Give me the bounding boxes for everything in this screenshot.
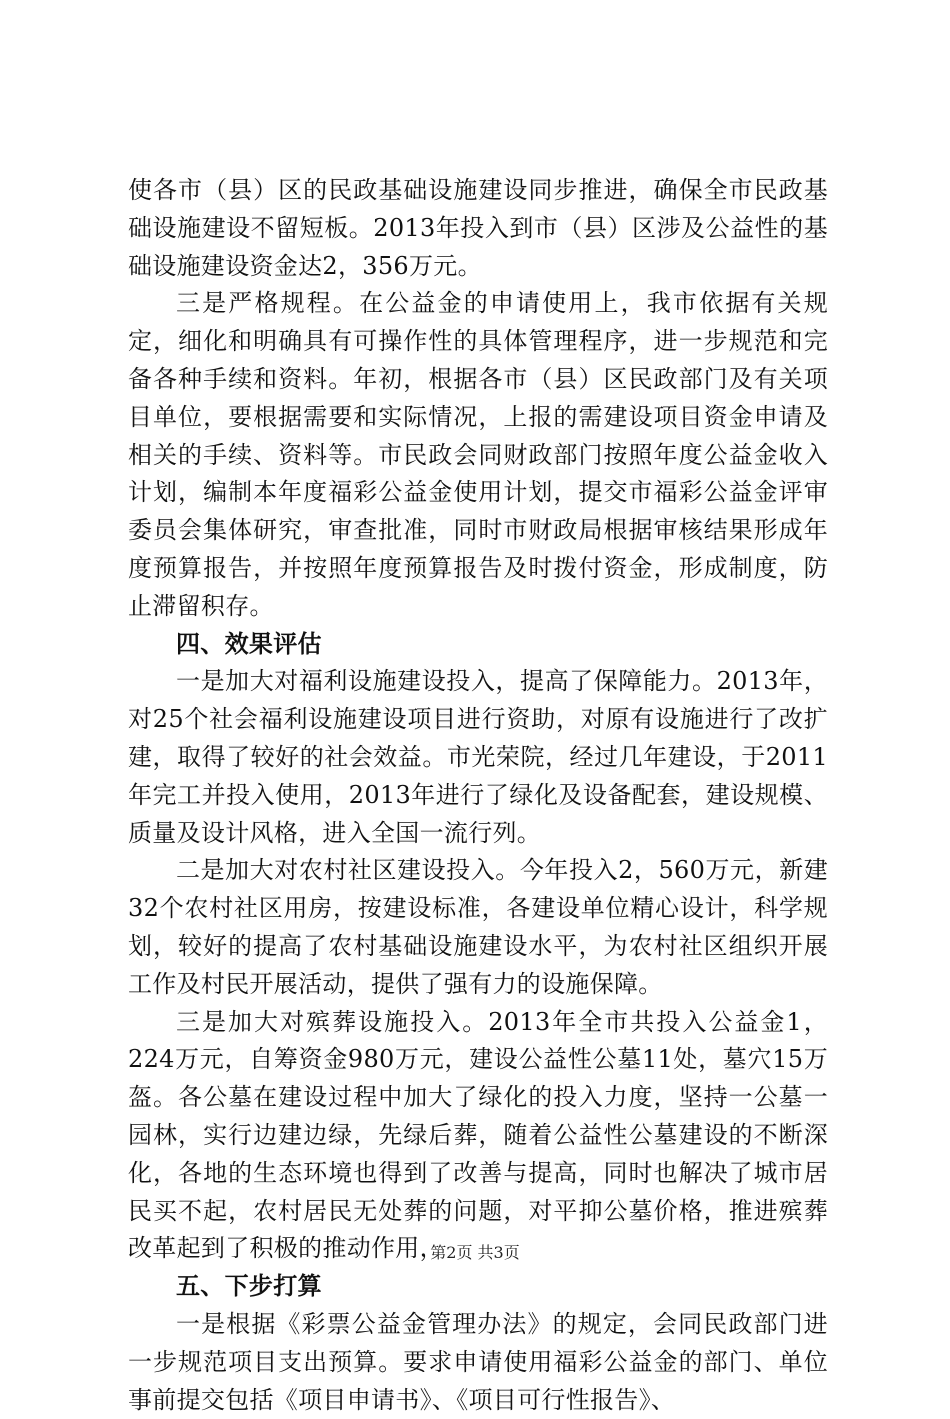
section-heading-next-steps: 五、下步打算	[176, 1272, 322, 1301]
paragraph-funeral-facilities: 三是加大对殡葬设施投入。2013年全市共投入公益金1，224万元，自筹资金980万元，建设公益性公墓11处，墓穴15万盔。各公墓在建设过程中加大了绿化的投入力度，坚持一公墓一园林，实行边建边绿，先绿后葬，随着公益性公墓建设的不断深化，各地的生态环境也得到了改善与提高，同时也解决了城市居民买不起，农村居民无处葬的问题，对平抑公墓价格，推进殡葬改革起到了积极的推动作用，	[128, 1007, 828, 1263]
paragraph-welfare-facilities: 一是加大对福利设施建设投入，提高了保障能力。2013年，对25个社会福利设施建设项目进行资助，对原有设施进行了改扩建，取得了较好的社会效益。市光荣院，经过几年建设，于2011年完工并投入使用，2013年进行了绿化及设备配套，建设规模、质量及设计风格，进入全国一流行列。	[128, 667, 828, 847]
paragraph-lottery-regulations: 一是根据《彩票公益金管理办法》的规定，会同民政部门进一步规范项目支出预算。要求申请使用福彩公益金的部门、单位事前提交包括《项目申请书》、《项目可行性报告》、	[128, 1309, 828, 1414]
paragraph-continued: 使各市（县）区的民政基础设施建设同步推进，确保全市民政基础设施建设不留短板。2013年投入到市（县）区涉及公益性的基础设施建设资金达2，356万元。	[128, 176, 828, 280]
document-body	[128, 172, 828, 1419]
paragraph-rural-community: 二是加大对农村社区建设投入。今年投入2，560万元，新建32个农村社区用房，按建设标准，各建设单位精心设计，科学规划，较好的提高了农村基础设施建设水平，为农村社区组织开展工作及村民开展活动，提供了强有力的设施保障。	[128, 856, 828, 998]
page-footer: 第2页 共3页	[430, 1243, 520, 1262]
section-heading-effect-evaluation: 四、效果评估	[176, 629, 322, 658]
paragraph-strict-procedures: 三是严格规程。在公益金的申请使用上，我市依据有关规定，细化和明确具有可操作性的具体管理程序，进一步规范和完备各种手续和资料。年初，根据各市（县）区民政部门及有关项目单位，要根据需要和实际情况，上报的需建设项目资金申请及相关的手续、资料等。市民政会同财政部门按照年度公益金收入计划，编制本年度福彩公益金使用计划，提交市福彩公益金评审委员会集体研究，审查批准，同时市财政局根据审核结果形成年度预算报告，并按照年度预算报告及时拨付资金，形成制度，防止滞留积存。	[128, 289, 828, 620]
